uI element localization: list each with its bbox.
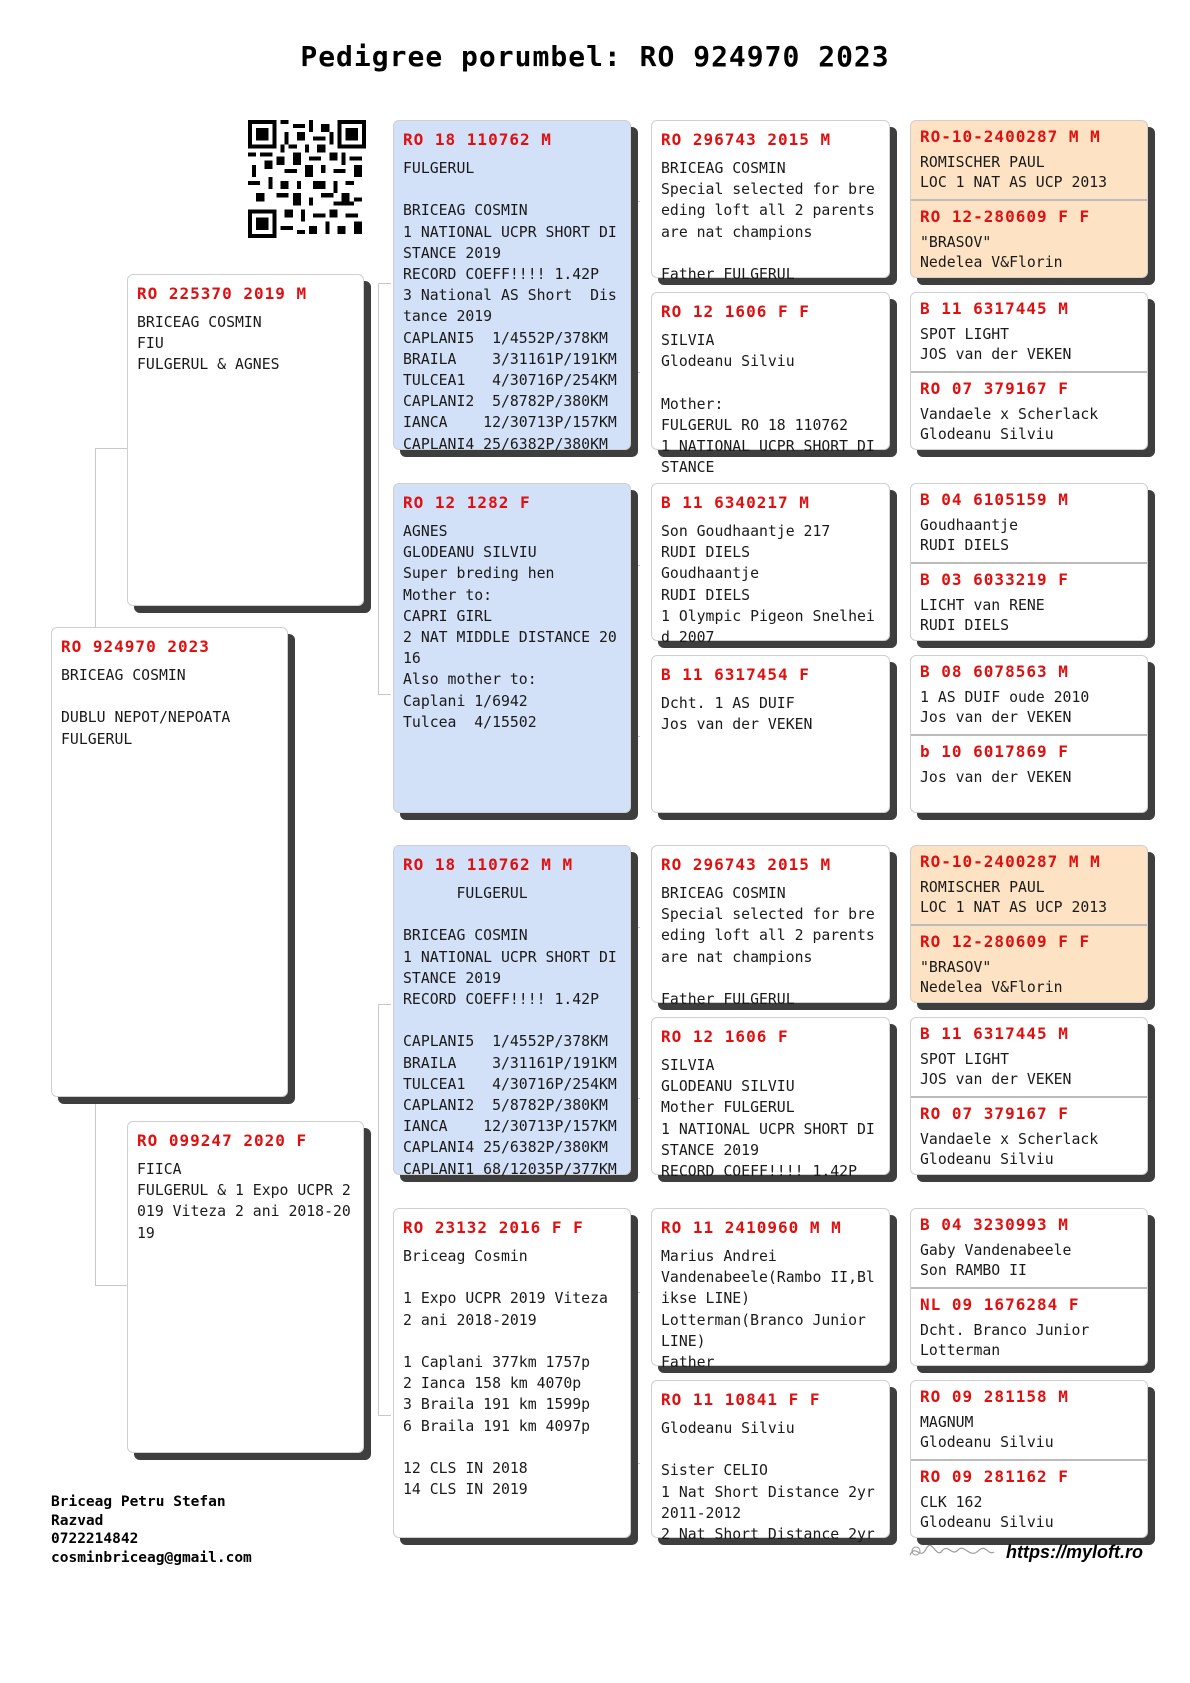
owner-phone: 0722214842 (51, 1531, 139, 1547)
card-notes: Dcht. Branco Junior Lotterman (920, 1322, 1090, 1359)
ring-number: RO 12-280609 F F (920, 932, 1091, 951)
gen3-card-4[interactable] (651, 655, 890, 813)
owner-email[interactable]: cosminbriceag@gmail.com (51, 1549, 252, 1566)
gen4-pair-5[interactable] (910, 845, 1148, 1003)
ring-number: RO 924970 2023 (61, 637, 210, 656)
card-notes: SILVIA Glodeanu Silviu Mother: FULGERUL RO 18 110762 1 NATIONAL UCPR SHORT DISTANCE (661, 332, 875, 477)
gen4-pair-2[interactable] (910, 292, 1148, 450)
card-notes: Gaby Vandenabeele Son RAMBO II (920, 1242, 1072, 1279)
card-notes: FULGERUL BRICEAG COSMIN 1 NATIONAL UCPR SHORT DISTANCE 2019 RECORD COEFF!!!! 1.42P 3 National AS Short Distance 2019 CAPLANI5 1/4552P/378KM BRAILA 3/31161P/191KM TULCEA1 4/30716P/254KM CAPLANI2 5/8782P/380KM IANCA 12/30713P/157KM CAPLANI4 25/6382P/380KM (403, 160, 617, 453)
card-notes: ROMISCHER PAUL LOC 1 NAT AS UCP 2013 (920, 154, 1108, 191)
connector-sire-parents (378, 283, 391, 695)
gen4-dam[interactable] (911, 201, 1147, 279)
card-notes: SPOT LIGHT JOS van der VEKEN (920, 1051, 1072, 1088)
card-notes: Vandaele x Scherlack Glodeanu Silviu (920, 406, 1099, 443)
ring-number: RO 09 281158 M (920, 1387, 1069, 1406)
gen4-sire[interactable] (911, 121, 1147, 199)
gen4-sire[interactable] (911, 846, 1147, 924)
ring-number: RO 18 110762 M (403, 130, 552, 149)
ring-number: RO 11 10841 F F (661, 1390, 821, 1409)
gen4-dam[interactable] (911, 373, 1147, 451)
gen4-sire[interactable] (911, 656, 1147, 734)
owner-name: Briceag Petru Stefan (51, 1494, 226, 1510)
page-title: Pedigree porumbel: RO 924970 2023 (300, 40, 890, 73)
gen4-sire[interactable] (911, 293, 1147, 371)
card-notes: Son Goudhaantje 217 RUDI DIELS Goudhaantje RUDI DIELS 1 Olympic Pigeon Snelheid 2007 (661, 523, 875, 647)
gen4-dam[interactable] (911, 1098, 1147, 1176)
gen4-sire[interactable] (911, 1209, 1147, 1287)
gen4-sire[interactable] (911, 1018, 1147, 1096)
card-notes: FIICA FULGERUL & 1 Expo UCPR 2019 Viteza 2 ani 2018-2019 (137, 1161, 351, 1242)
card-notes: Briceag Cosmin 1 Expo UCPR 2019 Viteza 2 ani 2018-2019 1 Caplani 377km 1757p 2 Ianca 158 km 4070p 3 Braila 191 km 1599p 6 Braila 191 km 4097p 12 CLS IN 2018 14 CLS IN 2019 (403, 1248, 608, 1499)
ring-number: B 03 6033219 F (920, 570, 1069, 589)
ring-number: RO 18 110762 M M (403, 855, 574, 874)
gen3-card-8[interactable] (651, 1380, 890, 1544)
card-notes: "BRASOV" Nedelea V&Florin (920, 234, 1063, 271)
ring-number: RO 12 1282 F (403, 493, 531, 512)
gen4-pair-8[interactable] (910, 1380, 1148, 1538)
gen4-dam[interactable] (911, 736, 1147, 814)
gen3-card-6[interactable] (651, 1017, 890, 1181)
card-notes: CLK 162 Glodeanu Silviu (920, 1494, 1054, 1531)
ring-number: B 11 6317454 F (661, 665, 810, 684)
card-notes: BRICEAG COSMIN Special selected for breeding loft all 2 parents are nat champions Father FULGERUL (661, 885, 875, 1009)
card-notes: SILVIA GLODEANU SILVIU Mother FULGERUL 1 NATIONAL UCPR SHORT DISTANCE 2019 RECORD COEFF!!!! 1.42P (661, 1057, 875, 1181)
card-notes: LICHT van RENE RUDI DIELS (920, 597, 1045, 634)
card-notes: Marius Andrei Vandenabeele(Rambo II,Blikse LINE) Lotterman(Branco Junior LINE) Father (661, 1248, 875, 1372)
gen2-card-3[interactable] (393, 845, 631, 1178)
ring-number: RO-10-2400287 M M (920, 127, 1101, 146)
card-notes: BRICEAG COSMIN FIU FULGERUL & AGNES (137, 314, 280, 374)
gen4-dam[interactable] (911, 1289, 1147, 1367)
sire-card[interactable] (127, 274, 364, 606)
ring-number: RO 23132 2016 F F (403, 1218, 584, 1237)
gen4-dam[interactable] (911, 926, 1147, 1004)
gen3-card-3[interactable] (651, 483, 890, 647)
ring-number: NL 09 1676284 F (920, 1295, 1080, 1314)
ring-number: RO 12 1606 F (661, 1027, 789, 1046)
card-notes: Goudhaantje RUDI DIELS (920, 517, 1018, 554)
ring-number: RO 296743 2015 M (661, 855, 832, 874)
card-notes: "BRASOV" Nedelea V&Florin (920, 959, 1063, 996)
gen3-card-5[interactable] (651, 845, 890, 1009)
ring-number: RO 11 2410960 M M (661, 1218, 842, 1237)
ring-number: b 10 6017869 F (920, 742, 1069, 761)
ring-number: RO-10-2400287 M M (920, 852, 1101, 871)
ring-number: B 11 6317445 M (920, 1024, 1069, 1043)
gen3-card-1[interactable] (651, 120, 890, 284)
owner-location: Razvad (51, 1512, 104, 1529)
gen4-dam[interactable] (911, 1461, 1147, 1539)
gen4-pair-3[interactable] (910, 483, 1148, 641)
ring-number: B 08 6078563 M (920, 662, 1069, 681)
card-notes: BRICEAG COSMIN DUBLU NEPOT/NEPOATA FULGERUL (61, 667, 231, 748)
myloft-logo-icon (906, 1541, 996, 1563)
ring-number: RO 225370 2019 M (137, 284, 308, 303)
ring-number: B 04 3230993 M (920, 1215, 1069, 1234)
card-notes: BRICEAG COSMIN Special selected for breeding loft all 2 parents are nat champions Father FULGERUL (661, 160, 875, 284)
card-notes: Vandaele x Scherlack Glodeanu Silviu (920, 1131, 1099, 1168)
card-notes: MAGNUM Glodeanu Silviu (920, 1414, 1054, 1451)
card-notes: Glodeanu Silviu Sister CELIO 1 Nat Short Distance 2yr 2011-2012 2 Nat Short Distance 2yr (661, 1420, 875, 1544)
card-notes: FULGERUL BRICEAG COSMIN 1 NATIONAL UCPR SHORT DISTANCE 2019 RECORD COEFF!!!! 1.42P CAPLANI5 1/4552P/378KM BRAILA 3/31161P/191KM TULCEA1 4/30716P/254KM CAPLANI2 5/8782P/380KM IANCA 12/30713P/157KM CAPLANI4 25/6382P/380KM CAPLANI1 68/12035P/377KM (403, 885, 617, 1178)
card-notes: ROMISCHER PAUL LOC 1 NAT AS UCP 2013 (920, 879, 1108, 916)
gen4-pair-7[interactable] (910, 1208, 1148, 1366)
card-notes: Jos van der VEKEN (920, 769, 1072, 786)
card-notes: AGNES GLODEANU SILVIU Super breding hen Mother to: CAPRI GIRL 2 NAT MIDDLE DISTANCE 2016 Also mother to: Caplani 1/6942 Tulcea 4/15502 (403, 523, 617, 731)
card-notes: 1 AS DUIF oude 2010 Jos van der VEKEN (920, 689, 1090, 726)
brand-url-link[interactable]: https://myloft.ro (1006, 1542, 1143, 1562)
card-notes: Dcht. 1 AS DUIF Jos van der VEKEN (661, 695, 813, 734)
gen4-pair-4[interactable] (910, 655, 1148, 813)
ring-number: RO 296743 2015 M (661, 130, 832, 149)
gen4-pair-6[interactable] (910, 1017, 1148, 1175)
gen4-sire[interactable] (911, 1381, 1147, 1459)
ring-number: RO 09 281162 F (920, 1467, 1069, 1486)
ring-number: B 04 6105159 M (920, 490, 1069, 509)
gen3-card-2[interactable] (651, 292, 890, 477)
gen2-card-1[interactable] (393, 120, 631, 453)
gen2-card-4[interactable] (393, 1208, 631, 1538)
ring-number: RO 07 379167 F (920, 379, 1069, 398)
subject-card[interactable] (51, 627, 288, 1097)
dam-card[interactable] (127, 1121, 364, 1453)
ring-number: B 11 6317445 M (920, 299, 1069, 318)
connector-dam-parents (378, 1004, 391, 1416)
ring-number: RO 12-280609 F F (920, 207, 1091, 226)
qr-code-icon (248, 120, 366, 238)
gen4-sire[interactable] (911, 484, 1147, 562)
gen4-dam[interactable] (911, 564, 1147, 642)
ring-number: RO 12 1606 F F (661, 302, 810, 321)
ring-number: B 11 6340217 M (661, 493, 810, 512)
gen2-card-2[interactable] (393, 483, 631, 813)
owner-contact (51, 1493, 252, 1567)
ring-number: RO 099247 2020 F (137, 1131, 308, 1150)
gen4-pair-1[interactable] (910, 120, 1148, 278)
ring-number: RO 07 379167 F (920, 1104, 1069, 1123)
card-notes: SPOT LIGHT JOS van der VEKEN (920, 326, 1072, 363)
gen3-card-7[interactable] (651, 1208, 890, 1372)
